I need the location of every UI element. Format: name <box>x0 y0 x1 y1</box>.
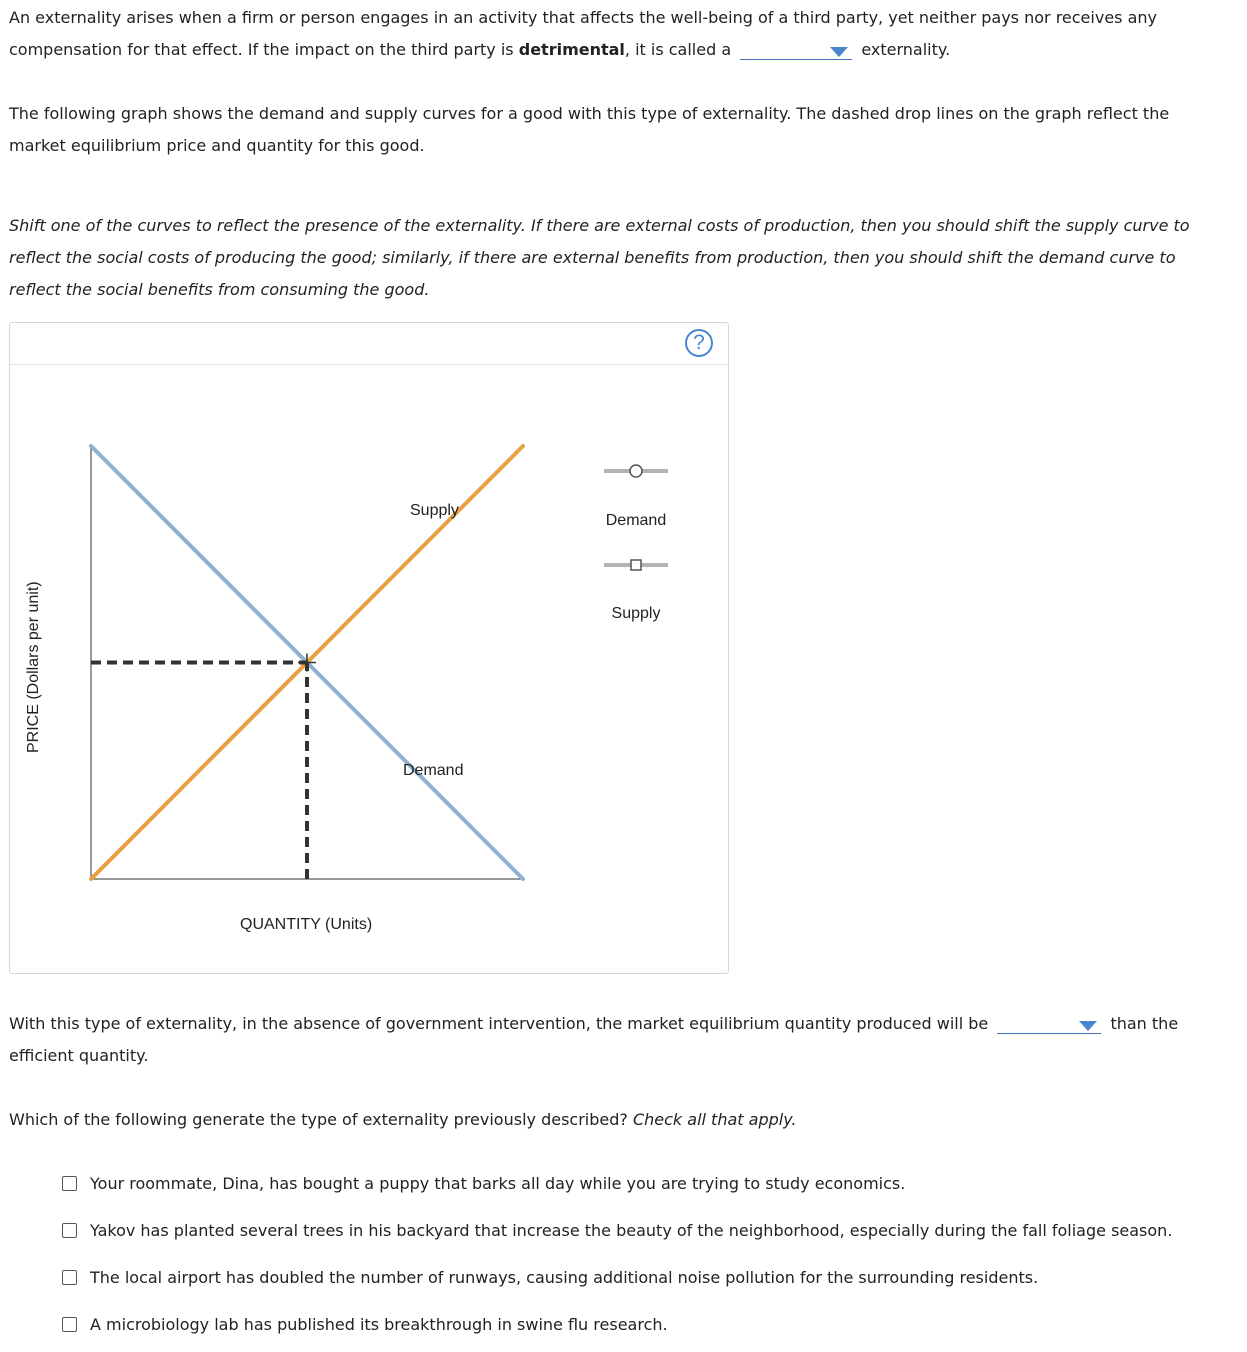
question3-prompt <box>9 1104 1229 1136</box>
choice-list <box>62 1160 1232 1348</box>
intro-bold-word: detrimental <box>518 40 625 59</box>
supply-curve-label: Supply <box>410 502 459 519</box>
question3-text: Which of the following generate the type of externality previously described? <box>9 1110 628 1129</box>
help-icon[interactable]: ? <box>685 329 713 357</box>
question2-paragraph <box>9 1008 1229 1072</box>
graph-canvas <box>10 323 728 973</box>
choice-item[interactable] <box>62 1301 1232 1348</box>
intro-text-after: externality. <box>861 40 951 59</box>
choice-label: A microbiology lab has published its breakthrough in swine flu research. <box>90 1314 668 1334</box>
intro-text: An externality arises when a firm or person engages in an activity that affects the well-being of a third party, yet neither pays nor receives any compensation for that effect. If the impact on the third party is <box>9 8 1157 59</box>
palette-demand-label: Demand <box>605 512 667 529</box>
graph-intro-paragraph: The following graph shows the demand and supply curves for a good with this type of externality. The dashed drop lines on the graph reflect the market equilibrium price and quantity for this good. <box>9 104 1170 155</box>
chevron-down-icon <box>830 47 848 57</box>
circle-handle-icon <box>630 465 642 477</box>
checkbox[interactable] <box>62 1223 77 1238</box>
x-axis-label: QUANTITY (Units) <box>240 916 373 933</box>
square-handle-icon <box>631 560 641 570</box>
checkbox[interactable] <box>62 1270 77 1285</box>
y-axis-label: PRICE (Dollars per unit) <box>25 581 42 753</box>
choice-label: Yakov has planted several trees in his backyard that increase the beauty of the neighborhood, especially during the fall foliage season. <box>90 1220 1173 1240</box>
intro-paragraph <box>9 2 1229 66</box>
checkbox[interactable] <box>62 1176 77 1191</box>
choice-item[interactable] <box>62 1254 1232 1301</box>
graph-panel <box>9 322 729 974</box>
choice-item[interactable] <box>62 1207 1232 1254</box>
instructions-paragraph: Shift one of the curves to reflect the presence of the externality. If there are external costs of production, then you should shift the supply curve to reflect the social costs of producing the good; similarly, if there are external benefits from production, then you should shift the demand curve to reflect the social benefits from consuming the good. <box>9 216 1190 299</box>
intro-text-middle: , it is called a <box>624 40 732 59</box>
palette-demand-tool[interactable] <box>604 465 668 477</box>
choice-label: Your roommate, Dina, has bought a puppy that barks all day while you are trying to study economics. <box>90 1173 906 1193</box>
palette-supply-label: Supply <box>611 605 661 622</box>
question2-text: With this type of externality, in the absence of government intervention, the market equilibrium quantity produced will be <box>9 1014 989 1033</box>
palette-supply-tool[interactable] <box>604 560 668 570</box>
question3-instruction: Check all that apply. <box>632 1110 797 1129</box>
choice-label: The local airport has doubled the number of runways, causing additional noise pollution for the surrounding residents. <box>90 1267 1039 1287</box>
quantity-comparison-dropdown[interactable] <box>997 1015 1101 1034</box>
chevron-down-icon <box>1079 1021 1097 1031</box>
choice-item[interactable] <box>62 1160 1232 1207</box>
checkbox[interactable] <box>62 1317 77 1332</box>
demand-curve-label: Demand <box>403 762 464 779</box>
question2-text-after: than the efficient quantity. <box>9 1014 1179 1065</box>
externality-type-dropdown[interactable] <box>740 41 852 60</box>
